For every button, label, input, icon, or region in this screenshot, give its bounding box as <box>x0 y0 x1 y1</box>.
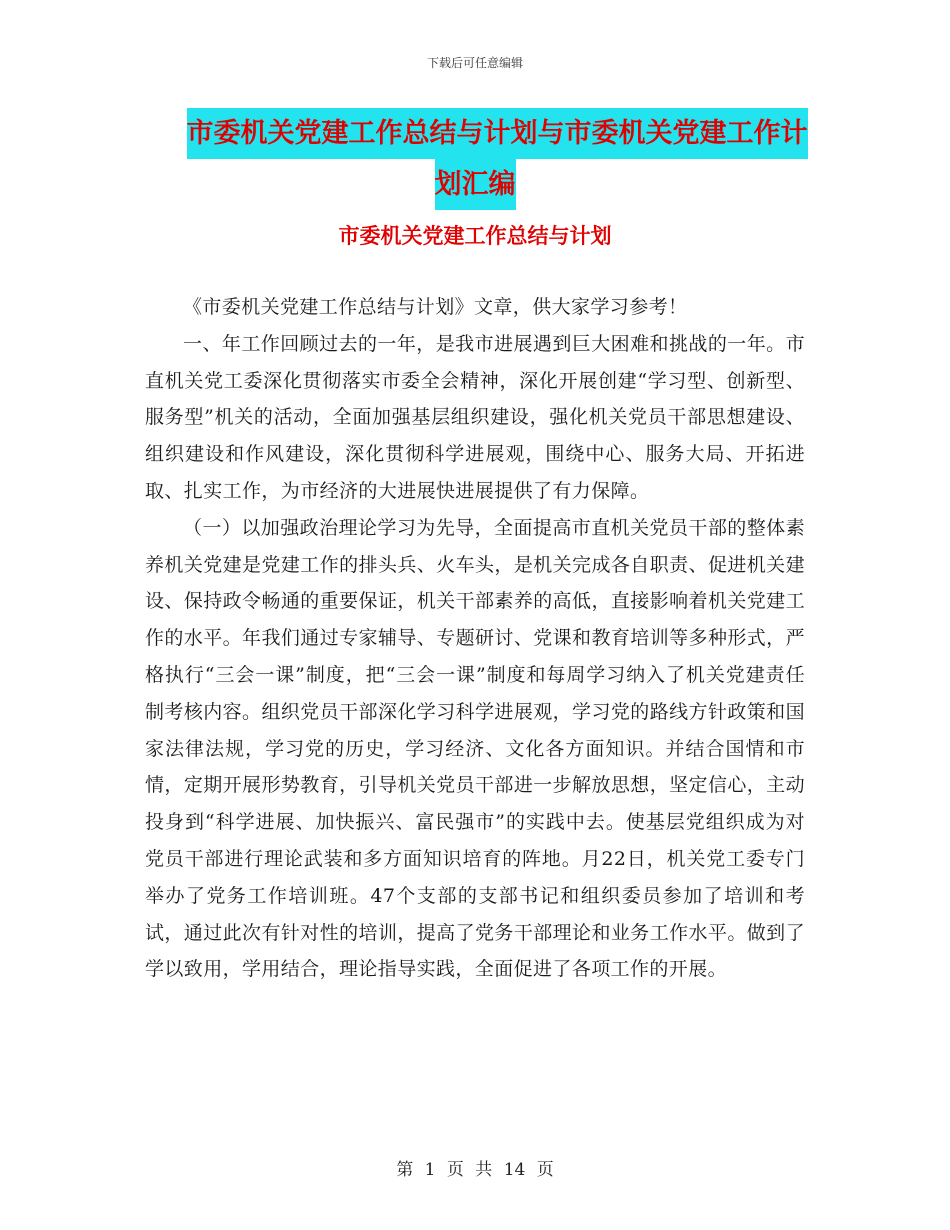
document-title-line-1: 市委机关党建工作总结与计划与市委机关党建工作计 <box>187 108 808 159</box>
intro-paragraph: 《市委机关党建工作总结与计划》文章，供大家学习参考！ <box>183 296 688 318</box>
section-heading: 市委机关党建工作总结与计划 <box>338 224 612 248</box>
body-paragraph-review: 一、年工作回顾过去的一年，是我市进展遇到巨大困难和挑战的一年。市直机关党工委深化贯彻落实市委全会精神，深化开展创建“学习型、创新型、服务型”机关的活动，全面加强基层组织建设，强化机关党员干部思想建设、组织建设和作风建设，深化贯彻科学进展观，围绕中心、服务大局、开拓进取、扎实工作，为市经济的大进展快进展提供了有力保障。 <box>145 332 805 502</box>
document-title-line-2: 划汇编 <box>435 159 516 210</box>
body-paragraph-study: （一）以加强政治理论学习为先导，全面提高市直机关党员干部的整体素养机关党建是党建工作的排头兵、火车头，是机关完成各自职责、促进机关建设、保持政令畅通的重要保证，机关干部素养的高低，直接影响着机关党建工作的水平。年我们通过专家辅导、专题研讨、党课和教育培训等多种形式，严格执行“三会一课”制度，把“三会一课”制度和每周学习纳入了机关党建责任制考核内容。组织党员干部深化学习科学进展观，学习党的路线方针政策和国家法律法规，学习党的历史，学习经济、文化各方面知识。并结合国情和市情，定期开展形势教育，引导机关党员干部进一步解放思想，坚定信心，主动投身到“科学进展、加快振兴、富民强市”的实践中去。使基层党组织成为对党员干部进行理论武装和多方面知识培育的阵地。月22日，机关党工委专门举办了党务工作培训班。47个支部的支部书记和组织委员参加了培训和考试，通过此次有针对性的培训，提高了党务干部理论和业务工作水平。做到了学以致用，学用结合，理论指导实践，全面促进了各项工作的开展。 <box>145 516 805 981</box>
document-title <box>0 108 950 210</box>
page-number-footer: 第 1 页 共 14 页 <box>396 1160 554 1180</box>
page-header-note: 下载后可任意编辑 <box>426 56 523 70</box>
document-body <box>145 289 805 988</box>
